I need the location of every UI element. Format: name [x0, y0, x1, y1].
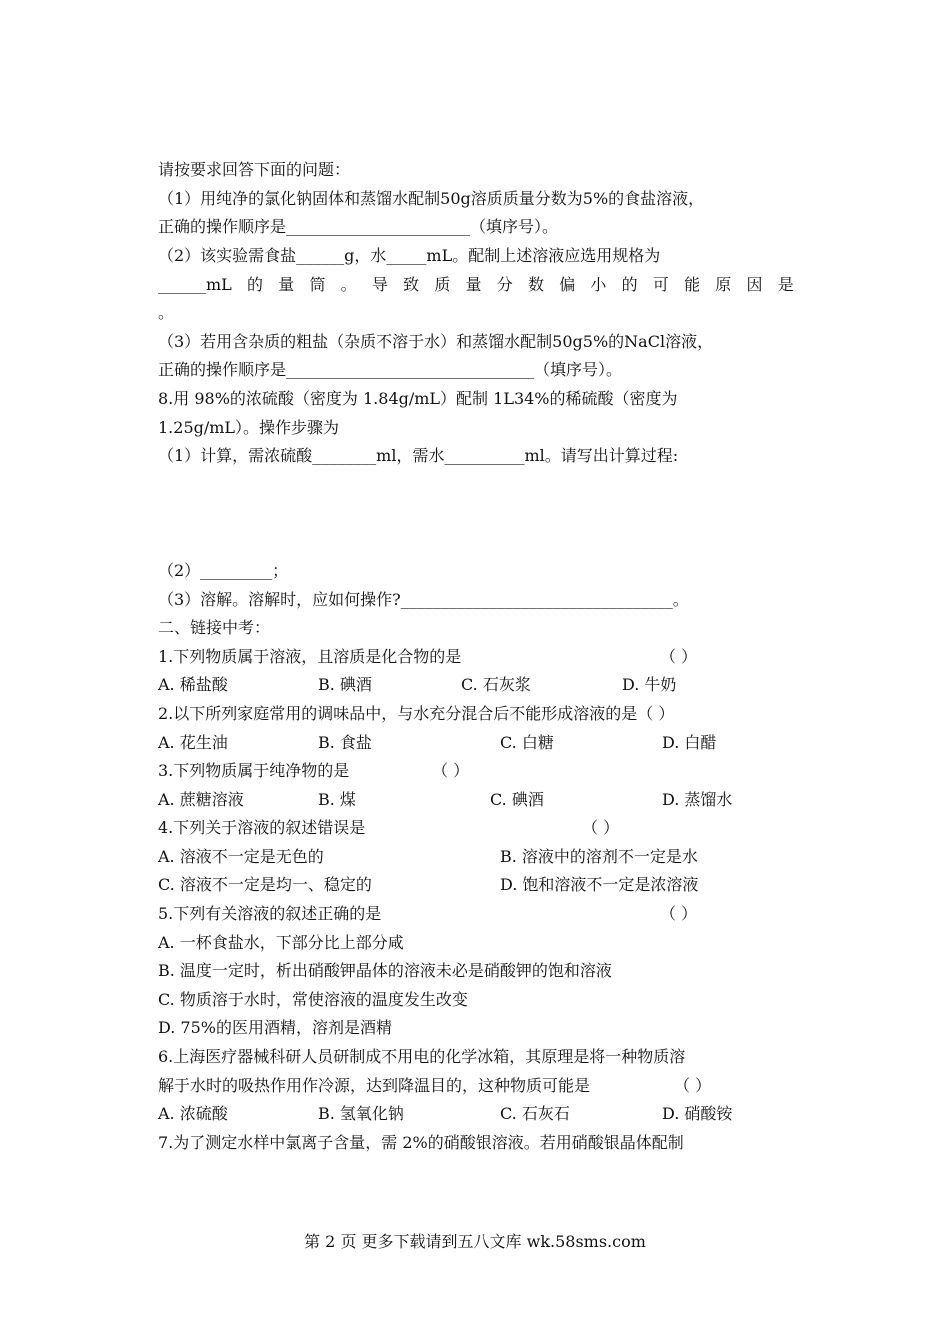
mc7-stem: 7.为了测定水样中氯离子含量，需 2%的硝酸银溶液。若用硝酸银晶体配制: [158, 1133, 684, 1152]
justified-token: 原: [715, 275, 732, 294]
justified-token: 分: [496, 275, 513, 294]
justified-token: 量: [278, 275, 295, 294]
mc4-option-c: C. 溶液不一定是均一、稳定的: [158, 875, 372, 894]
mc5-option-b: B. 温度一定时，析出硝酸钾晶体的溶液未必是硝酸钾的饱和溶液: [158, 961, 612, 980]
mc2-stem: 2.以下所列家庭常用的调味品中，与水充分混合后不能形成溶液的是（ ）: [158, 704, 675, 723]
q7-part2-line1: （2）该实验需食盐______g，水_____mL。配制上述溶液应选用规格为: [158, 246, 661, 265]
justified-token: 量: [465, 275, 482, 294]
justified-token: 因: [746, 275, 763, 294]
mc4-stem: 4.下列关于溶液的叙述错误是: [158, 818, 366, 837]
mc1-option-d: D. 牛奶: [622, 675, 677, 694]
mc2-option-a: A. 花生油: [158, 733, 228, 752]
justified-token: 能: [684, 275, 701, 294]
mc5-option-d: D. 75%的医用酒精，溶剂是酒精: [158, 1018, 392, 1037]
section-heading: 二、链接中考：: [158, 618, 271, 637]
mc1-option-c: C. 石灰浆: [461, 675, 531, 694]
mc5-bracket: （ ）: [660, 904, 698, 923]
q8-part3: （3）溶解。溶解时，应如何操作?__________________________________。: [158, 590, 689, 609]
mc3-option-a: A. 蔗糖溶液: [158, 790, 244, 809]
mc6-option-c: C. 石灰石: [500, 1104, 570, 1123]
mc2-option-d: D. 白醋: [662, 733, 717, 752]
mc6-option-b: B. 氢氧化钠: [318, 1104, 404, 1123]
mc5-option-c: C. 物质溶于水时，常使溶液的温度发生改变: [158, 990, 468, 1009]
mc4-option-d: D. 饱和溶液不一定是浓溶液: [500, 875, 699, 894]
q7-part3-line1: （3）若用含杂质的粗盐（杂质不溶于水）和蒸馏水配制50g5%的NaCl溶液，: [158, 332, 714, 351]
justified-token: ______mL: [158, 275, 232, 294]
mc4-bracket: （ ）: [582, 818, 620, 837]
q8-line1: 8.用 98%的浓硫酸（密度为 1.84g/mL）配制 1L34%的稀硫酸（密度为: [158, 389, 678, 408]
justified-token: 的: [247, 275, 264, 294]
mc6-stem-line2: 解于水时的吸热作用作冷源，达到降温目的，这种物质可能是: [158, 1076, 591, 1095]
justified-token: 的: [621, 275, 638, 294]
mc5-stem: 5.下列有关溶液的叙述正确的是: [158, 904, 382, 923]
mc1-option-a: A. 稀盐酸: [158, 675, 228, 694]
q7-part3-line2: 正确的操作顺序是_______________________________（填序号）。: [158, 360, 623, 379]
intro-text: 请按要求回答下面的问题：: [158, 160, 351, 179]
justified-token: 偏: [559, 275, 576, 294]
justified-token: 质: [434, 275, 451, 294]
mc1-option-b: B. 碘酒: [318, 675, 372, 694]
page-footer: 第 2 页 更多下载请到五八文库 wk.58sms.com: [304, 1232, 646, 1251]
mc3-bracket: （ ）: [432, 761, 470, 780]
q7-part1-line2: 正确的操作顺序是_______________________（填序号）。: [158, 217, 559, 236]
mc3-option-d: D. 蒸馏水: [662, 790, 733, 809]
justified-token: 。: [340, 275, 357, 294]
mc4-option-a: A. 溶液不一定是无色的: [158, 847, 324, 866]
justified-token: 可: [652, 275, 669, 294]
mc2-option-b: B. 食盐: [318, 733, 372, 752]
mc5-option-a: A. 一杯食盐水，下部分比上部分咸: [158, 933, 404, 952]
mc6-option-a: A. 浓硫酸: [158, 1104, 228, 1123]
mc6-bracket: （ ）: [674, 1076, 712, 1095]
justified-token: 数: [527, 275, 544, 294]
justified-token: 筒: [309, 275, 326, 294]
mc3-option-b: B. 煤: [318, 790, 356, 809]
justified-token: 致: [403, 275, 420, 294]
mc1-bracket: （ ）: [660, 647, 698, 666]
mc1-stem: 1.下列物质属于溶液，且溶质是化合物的是: [158, 647, 462, 666]
justified-token: 是: [777, 275, 794, 294]
q7-part2-line3: 。: [158, 303, 175, 322]
q8-line2: 1.25g/mL）。操作步骤为: [158, 418, 340, 437]
mc3-option-c: C. 碘酒: [490, 790, 544, 809]
q8-part2: （2）_________；: [158, 561, 289, 580]
justified-token: 导: [371, 275, 388, 294]
q8-part1: （1）计算，需浓硫酸________ml，需水__________ml。请写出计算过程:: [158, 446, 679, 465]
q7-part2-line2: [158, 275, 794, 295]
mc6-stem-line1: 6.上海医疗器械科研人员研制成不用电的化学冰箱，其原理是将一种物质溶: [158, 1047, 686, 1066]
mc3-stem: 3.下列物质属于纯净物的是: [158, 761, 350, 780]
mc6-option-d: D. 硝酸铵: [662, 1104, 733, 1123]
q7-part1-line1: （1）用纯净的氯化钠固体和蒸馏水配制50g溶质质量分数为5%的食盐溶液，: [158, 189, 705, 208]
justified-token: 小: [590, 275, 607, 294]
mc4-option-b: B. 溶液中的溶剂不一定是水: [500, 847, 698, 866]
mc2-option-c: C. 白糖: [500, 733, 554, 752]
